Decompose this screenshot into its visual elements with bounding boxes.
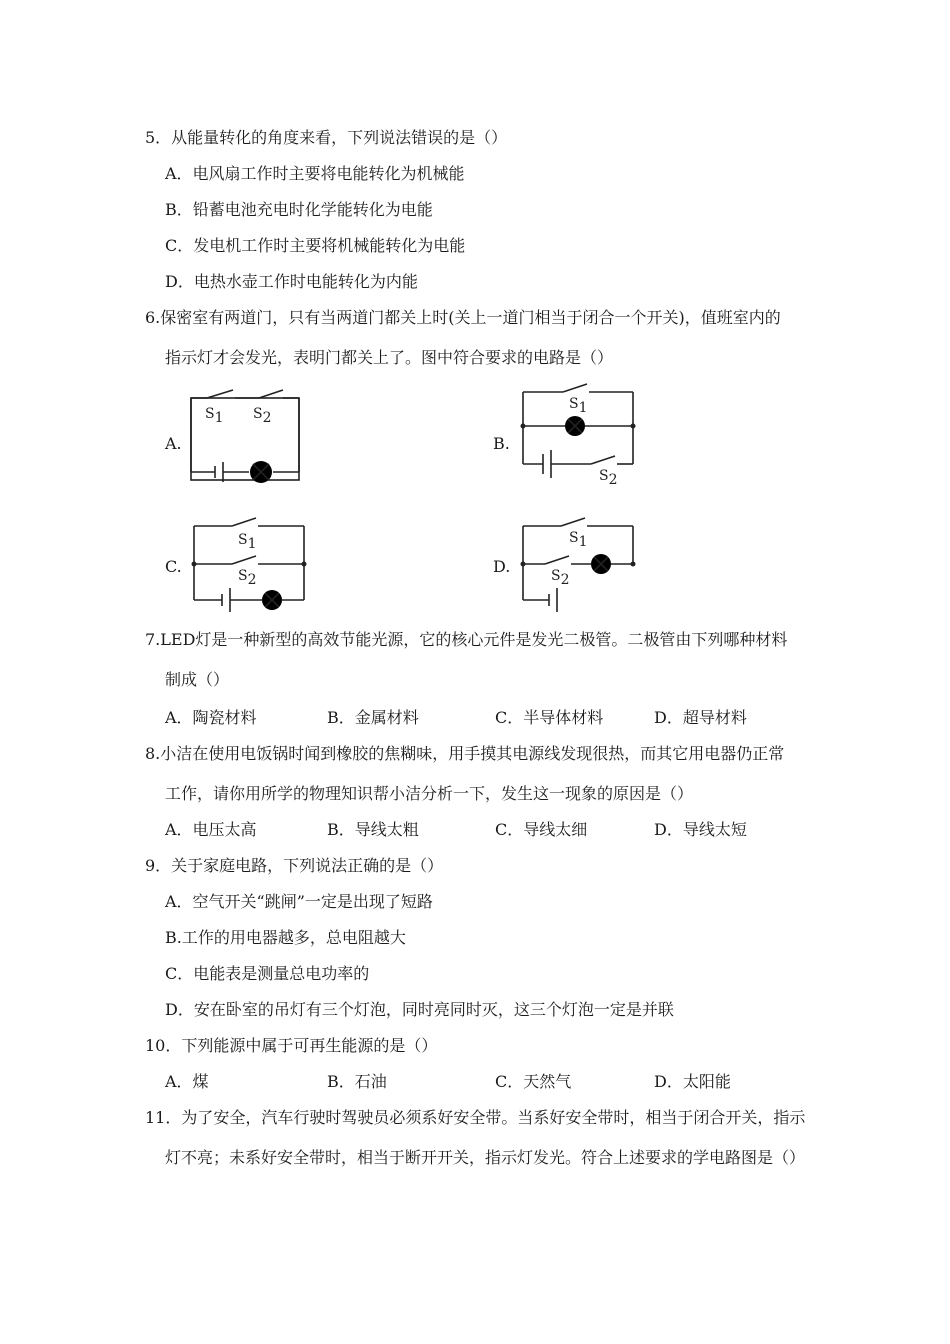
q6d-s2-label: S2 — [551, 568, 570, 588]
q8-option-d: D．导线太短 — [654, 820, 747, 839]
q6-label-a: A. — [165, 434, 182, 453]
q6-stem-line1: 6.保密室有两道门，只有当两道门都关上时(关上一道门相当于闭合一个开关)，值班室内的 — [145, 308, 781, 327]
q8-stem-line2: 工作，请你用所学的物理知识帮小洁分析一下，发生这一现象的原因是（） — [165, 784, 694, 803]
q6-circuit-a — [185, 378, 305, 486]
q10-option-d: D．太阳能 — [654, 1072, 731, 1091]
q5-option-b: B．铅蓄电池充电时化学能转化为电能 — [165, 200, 433, 219]
q7-stem-line2: 制成（） — [165, 670, 230, 689]
q9-option-c: C．电能表是测量总电功率的 — [165, 964, 370, 983]
q8-option-b: B．导线太粗 — [327, 820, 419, 839]
q9-option-b: B.工作的用电器越多，总电阻越大 — [165, 928, 406, 947]
q11-stem-line1: 11．为了安全，汽车行驶时驾驶员必须系好安全带。当系好安全带时，相当于闭合开关，指示 — [145, 1108, 806, 1127]
q10-option-a: A．煤 — [165, 1072, 209, 1091]
q10-option-b: B．石油 — [327, 1072, 387, 1091]
q6-stem-line2: 指示灯才会发光，表明门都关上了。图中符合要求的电路是（） — [165, 348, 614, 367]
q5-option-a: A．电风扇工作时主要将电能转化为机械能 — [165, 164, 465, 183]
q6a-s1-label: S1 — [205, 406, 224, 426]
q6-circuit-b — [515, 380, 640, 486]
q7-stem-line1: 7.LED灯是一种新型的高效节能光源，它的核心元件是发光二极管。二极管由下列哪种材料 — [145, 630, 788, 649]
q6b-s2-label: S2 — [599, 468, 618, 488]
q9-stem: 9．关于家庭电路，下列说法正确的是（） — [145, 856, 444, 875]
q5-option-d: D．电热水壶工作时电能转化为内能 — [165, 272, 418, 291]
q7-option-d: D．超导材料 — [654, 708, 747, 727]
q9-option-a: A．空气开关“跳闸”一定是出现了短路 — [165, 892, 433, 911]
q8-stem-line1: 8.小洁在使用电饭锅时闻到橡胶的焦糊味，用手摸其电源线发现很热，而其它用电器仍正常 — [145, 744, 785, 763]
q6d-s1-label: S1 — [569, 530, 588, 550]
q6c-s1-label: S1 — [238, 532, 257, 552]
q10-option-c: C．天然气 — [495, 1072, 572, 1091]
q6b-s1-label: S1 — [569, 396, 588, 416]
q6c-s2-label: S2 — [238, 568, 257, 588]
q6-circuit-d — [515, 516, 640, 616]
q7-option-c: C．半导体材料 — [495, 708, 604, 727]
q9-option-d: D．安在卧室的吊灯有三个灯泡，同时亮同时灭，这三个灯泡一定是并联 — [165, 1000, 674, 1019]
q7-option-a: A．陶瓷材料 — [165, 708, 257, 727]
q6-label-b: B. — [493, 434, 510, 453]
q6-label-d: D. — [493, 557, 511, 576]
q8-option-c: C．导线太细 — [495, 820, 588, 839]
q6-circuit-c — [186, 516, 311, 616]
q5-stem: 5．从能量转化的角度来看，下列说法错误的是（） — [145, 128, 508, 147]
q7-option-b: B．金属材料 — [327, 708, 419, 727]
q11-stem-line2: 灯不亮；未系好安全带时，相当于断开开关，指示灯发光。符合上述要求的学电路图是（） — [165, 1148, 806, 1167]
q6a-s2-label: S2 — [253, 406, 272, 426]
q10-stem: 10．下列能源中属于可再生能源的是（） — [145, 1036, 438, 1055]
q6-label-c: C. — [165, 557, 182, 576]
q5-option-c: C．发电机工作时主要将机械能转化为电能 — [165, 236, 466, 255]
q8-option-a: A．电压太高 — [165, 820, 257, 839]
